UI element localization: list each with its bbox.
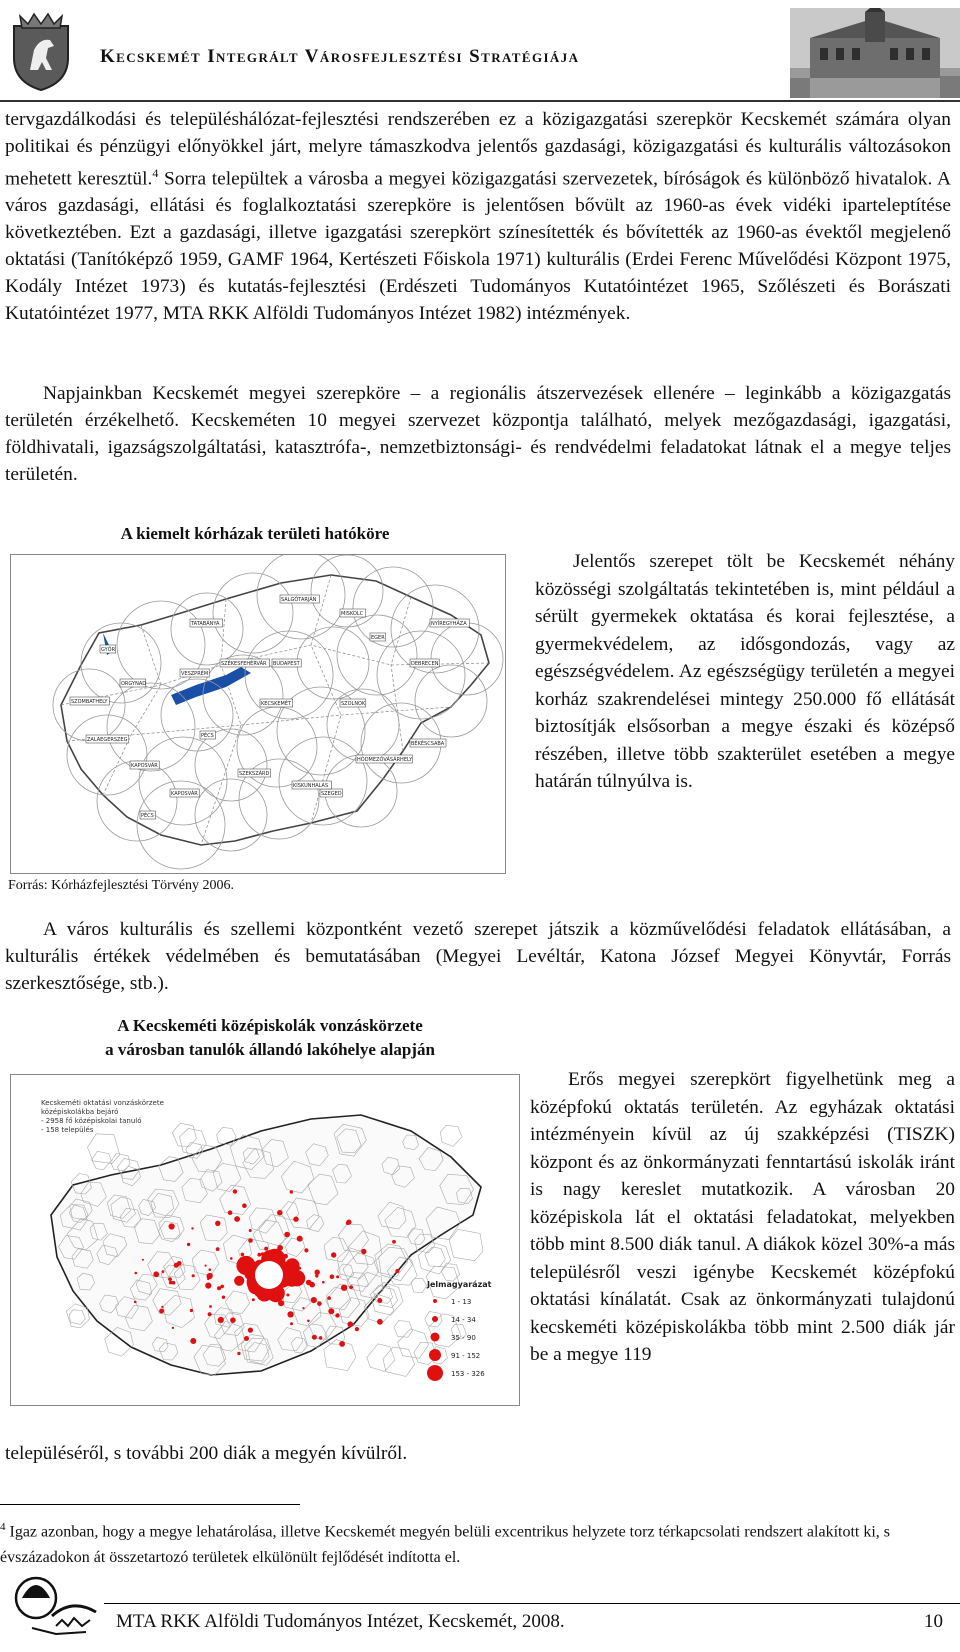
map-note	[41, 1099, 164, 1134]
city-label: GYŐR	[101, 647, 116, 653]
origin-dot	[222, 1296, 225, 1299]
coverage-circle	[213, 573, 293, 653]
origin-dot	[317, 1301, 322, 1306]
coverage-circle	[195, 779, 267, 851]
origin-dot	[172, 1281, 176, 1285]
map-note-line: Kecskeméti oktatási vonzáskörzete	[41, 1099, 164, 1107]
settlement-border	[92, 1151, 112, 1170]
origin-dot	[261, 1252, 265, 1256]
origin-dot	[395, 1269, 399, 1273]
origin-dot	[134, 1301, 137, 1304]
paragraph-3	[5, 916, 951, 997]
origin-dot	[355, 1327, 359, 1331]
origin-dot	[315, 1274, 318, 1277]
city-label: KISKUNHALAS	[293, 783, 329, 789]
origin-dot	[347, 1321, 353, 1327]
origin-dot	[209, 1305, 212, 1308]
origin-dot	[377, 1298, 382, 1303]
origin-dot	[220, 1285, 224, 1289]
origin-dot	[277, 1245, 283, 1251]
footer-divider	[104, 1603, 960, 1604]
city-label: SZEKSZÁRD	[239, 771, 270, 777]
city-label: ZALAEGERSZEG	[87, 737, 128, 743]
county-borders	[61, 575, 489, 845]
origin-dot	[209, 1273, 213, 1277]
city-label: PÉCS	[201, 733, 214, 739]
origin-dot	[142, 1259, 144, 1261]
city-label: ORGYNAD	[121, 681, 147, 687]
city-label: BUDAPEST	[273, 661, 300, 667]
origin-dot	[230, 1257, 233, 1260]
hospital-coverage-map	[10, 554, 506, 874]
city-label: PÉCS	[141, 813, 154, 819]
settlement-border	[398, 1329, 429, 1359]
origin-dot	[330, 1274, 335, 1279]
origin-dot	[218, 1317, 224, 1323]
origin-dot	[331, 1252, 336, 1257]
city-label: HÓDMEZŐVÁSÁRHELY	[357, 757, 413, 763]
origin-dot	[248, 1328, 253, 1333]
origin-dot	[261, 1296, 263, 1298]
origin-dot	[311, 1297, 317, 1303]
origin-dot	[377, 1319, 383, 1325]
city-label: SZÉKESFEHÉRVÁR	[221, 661, 267, 667]
legend-label: 91 - 152	[451, 1352, 481, 1360]
origin-dot	[335, 1313, 339, 1317]
figure-2-caption-line-1: A Kecskeméti középiskolák vonzáskörzete	[117, 1016, 423, 1035]
origin-dot	[230, 1317, 236, 1323]
paragraph-2	[5, 380, 951, 488]
coverage-circle	[297, 627, 369, 699]
origin-dot	[322, 1281, 325, 1284]
origin-dot	[169, 1223, 175, 1229]
origin-dot	[242, 1203, 247, 1208]
city-label: EGER	[371, 635, 385, 641]
origin-dot	[319, 1336, 323, 1340]
city-label: NYÍREGYHÁZA	[431, 621, 467, 627]
origin-dot	[205, 1283, 211, 1289]
institute-logo	[12, 1568, 102, 1644]
figure-2-caption-line-2: a városban tanulók állandó lakóhelye alapján	[105, 1040, 435, 1059]
origin-dot	[341, 1285, 347, 1291]
settlement-border	[411, 1279, 427, 1293]
legend-title: Jelmagyarázat	[427, 1280, 492, 1289]
settlement-border	[367, 1344, 395, 1372]
legend-dot	[429, 1349, 441, 1361]
city-label: MISKOLC	[341, 611, 364, 617]
paragraph-1-text-b: Sorra települtek a városba a megyei közigazgatási szervezetek, bíróságok és különböző hivatalok. A város gazdasági, ellátási és foglalkoztatási szerepköre is jelentősen bővült az 1960-as évek vidéki iparteleptítése következtében. Ezt a gazdasági, illetve igazgatási szerepkört színesítették és bővítették az 1960-as évektől megjelenő oktatási (Tanítóképző 1959, GAMF 1964, Kertészeti Főiskola 1971) kulturális (Erdei Ferenc Művelődési Központ 1975, Kodály Intézet 1973) és kutatás-fejlesztési (Erdészeti Tudományos Kutatóintézet 1965, Szőlészeti és Borászati Kutatóintézet 1977, MTA RKK Alföldi Tudományos Intézet 1982) intézmények.	[5, 168, 951, 325]
settlement-border	[111, 1153, 130, 1171]
origin-dot	[168, 1277, 172, 1281]
footnote-reference[interactable]: 4	[152, 166, 159, 180]
legend-label: 1 - 13	[451, 1298, 472, 1306]
origin-dot	[293, 1217, 298, 1222]
origin-dot	[302, 1307, 304, 1309]
figure-1-caption: A kiemelt kórházak területi hatóköre	[120, 524, 390, 543]
settlement-border	[383, 1347, 415, 1376]
origin-dot	[215, 1221, 220, 1226]
origin-dot	[217, 1286, 221, 1290]
origin-dot	[161, 1306, 163, 1308]
footnote-number: 4	[0, 1521, 6, 1533]
figure-2-caption	[10, 1014, 530, 1062]
figure-1-source: Forrás: Kórházfejlesztési Törvény 2006.	[8, 878, 235, 893]
paragraph-4-tail-text: településéről, s további 200 diák a megyén kívülről.	[5, 1443, 408, 1464]
school-catchment-map	[10, 1074, 520, 1406]
origin-dot	[277, 1210, 283, 1216]
paragraph-1-text-a: tervgazdálkodási és településhálózat-fejlesztési rendszerében ez a közigazgatási szerepkör Kecskemét számára olyan politikai és pénzügyi előnyökkel járt, melyre támaszkodva jelentős gazdasági, közigazgatási és kulturális változásokon mehetett keresztül.	[5, 109, 951, 190]
origin-dot	[240, 1261, 242, 1263]
settlement-border	[394, 1321, 413, 1338]
origin-dot	[339, 1341, 345, 1347]
origin-dot	[281, 1254, 286, 1259]
origin-dot	[349, 1285, 353, 1289]
coverage-circle	[195, 729, 267, 801]
settlement-border	[88, 1134, 120, 1164]
origin-dot	[312, 1335, 317, 1340]
legend-dot	[433, 1299, 437, 1303]
origin-dot	[327, 1296, 331, 1300]
legend-dot	[431, 1333, 440, 1342]
origin-dot	[346, 1220, 351, 1225]
origin-dot	[249, 1229, 252, 1232]
origin-dot	[174, 1263, 179, 1268]
city-label: BÉKÉSCSABA	[411, 741, 445, 747]
origin-dot	[162, 1270, 165, 1273]
paragraph-4-tail	[5, 1440, 605, 1467]
city-label: KECSKEMÉT	[261, 701, 292, 707]
coverage-circle	[415, 665, 487, 737]
origin-dot	[192, 1274, 195, 1277]
coat-of-arms-logo	[10, 12, 72, 92]
origin-dot	[172, 1327, 174, 1329]
origin-dot	[205, 1265, 207, 1267]
settlement-border	[425, 1247, 446, 1266]
footnote-divider	[0, 1504, 300, 1505]
paragraph-3-text: A város kulturális és szellemi központként vezető szerepet játszik a közművelődési feladatok ellátásában, a kulturális értékek védelmében és bemutatásában (Megyei Levéltár, Katona József Megyei Könyvtár, Forrás szerkesztősége, stb.).	[5, 919, 951, 994]
figure-2-side-text	[530, 1066, 955, 1369]
origin-dot	[248, 1238, 253, 1243]
origin-dot	[361, 1249, 366, 1254]
origin-dot	[392, 1240, 396, 1244]
page-number: 10	[924, 1611, 943, 1632]
kecskemet-marker	[255, 1261, 283, 1289]
coverage-circle	[171, 593, 243, 665]
origin-dot	[153, 1271, 159, 1277]
paragraph-2-text: Napjainkban Kecskemét megyei szerepköre – a regionális átszervezések ellenére – leginkább a közigazgatás területén érzékelhető. Kecskeméten 10 megyei szervezet központja található, melyek mezőgazdasági, igazgatási, földhivatali, igazságszolgáltatási, katasztrófa-, nemzetbiztonsági- és rendvédelmi feladatokat látnak el a megye teljes területén.	[5, 383, 951, 485]
settlement-border	[449, 1229, 483, 1260]
city-label: SZOMBATHELY	[71, 699, 108, 705]
map-note-line: - 158 település	[41, 1126, 94, 1134]
origin-dot	[336, 1275, 339, 1278]
origin-dot	[237, 1352, 240, 1355]
origin-dot	[208, 1312, 212, 1316]
origin-dot	[216, 1247, 220, 1251]
origin-dot	[287, 1311, 293, 1317]
footnote	[0, 1514, 955, 1571]
city-label: SALGÓTARJÁN	[281, 597, 317, 603]
document-header-title: Kecskemét Integrált Városfejlesztési Stratégiája	[100, 46, 580, 67]
town-hall-photo	[790, 8, 960, 98]
settlement-border	[441, 1264, 459, 1282]
origin-dot	[264, 1247, 268, 1251]
city-label: KAPOSVÁR	[171, 791, 198, 797]
legend-dot	[432, 1316, 438, 1322]
legend-label: 153 - 326	[451, 1370, 485, 1378]
city-label: TATABÁNYA	[191, 621, 220, 627]
header-divider	[0, 100, 960, 102]
origin-dot	[304, 1248, 308, 1252]
origin-dot	[307, 1320, 310, 1323]
origin-dot	[297, 1236, 303, 1242]
figure-1-side-text	[535, 548, 955, 796]
origin-dot	[135, 1272, 138, 1275]
origin-dot	[315, 1270, 320, 1275]
origin-dot	[228, 1210, 233, 1215]
origin-dot	[286, 1294, 289, 1297]
origin-dot	[159, 1309, 164, 1314]
city-label: SZOLNOK	[341, 701, 366, 707]
settlement-border	[440, 1125, 462, 1146]
city-labels	[70, 595, 469, 819]
side-text-education: Erős megyei szerepkört figyelhetünk meg a középfokú oktatás területén. Az egyházak oktatási intézményein kívül az új szakképzési (TISZK) központ és az önkormányzati fenntartású iskolák iránt is nagy kereslet mutatkozik. A városban 20 középiskola lát el oktatási feladatokat, melyekben több mint 8.500 diák tanul. A diákok közel 30%-a más településről veszi igénybe Kecskemét középfokú oktatási kínálatát. Csak az önkormányzati tulajdonú kecskeméti középiskolákba több mint 2.500 diák jár be a megye 119	[530, 1069, 955, 1365]
footer-institution: MTA RKK Alföldi Tudományos Intézet, Kecskemét, 2008.	[116, 1611, 565, 1632]
origin-dot	[290, 1322, 293, 1325]
map-note-line: - 2958 fő középiskolai tanuló	[41, 1117, 142, 1125]
origin-dot	[209, 1268, 212, 1271]
city-label: SZEGED	[321, 791, 342, 797]
origin-dot	[252, 1298, 255, 1301]
origin-dot	[191, 1227, 193, 1229]
footnote-text: Igaz azonban, hogy a megye lehatárolása, illetve Kecskemét megyén belüli excentrikus helyzete torz térkapcsolati rendszert alakított ki, s évszázadokon át összetartozó területek elkülönült fejlődését indította el.	[0, 1523, 891, 1567]
origin-dot	[257, 1253, 261, 1257]
origin-dot	[190, 1309, 193, 1312]
legend-label: 35 - 90	[451, 1334, 476, 1342]
origin-dot	[285, 1258, 300, 1273]
legend-dot	[427, 1365, 443, 1381]
origin-dot	[233, 1189, 237, 1193]
origin-dot	[290, 1190, 293, 1193]
origin-dot	[234, 1216, 240, 1222]
city-label: DEBRECEN	[411, 661, 439, 667]
map-note-line: középiskolákba bejáró	[41, 1108, 119, 1116]
paragraph-1	[5, 106, 951, 327]
legend-label: 14 - 34	[451, 1316, 476, 1324]
city-label: VESZPRÉM	[181, 671, 209, 677]
coverage-circles	[53, 555, 503, 869]
origin-dot	[241, 1253, 245, 1257]
side-text-healthcare: Jelentős szerepet tölt be Kecskemét néhány közösségi szolgáltatás tekintetében is, mint például a sérült gyermekek oktatása és korai fejlesztése, a gyermekvédelem, az idősgondozás, vagy az egészségvédelem. Az egészségügy területén a megyei korház szakrendelései mintegy 250.000 fő ellátását biztosítják elsősorban a megye északi és középső részében, illetve több szakterület esetében a megye határán túlnyúlva is.	[535, 551, 955, 792]
origin-dot	[309, 1282, 315, 1288]
origin-dot	[328, 1308, 334, 1314]
origin-dot	[190, 1338, 196, 1344]
origin-dot	[207, 1278, 209, 1280]
city-label: KAPOSVÁR	[131, 763, 158, 769]
origin-dot	[187, 1243, 190, 1246]
origin-dot	[234, 1276, 244, 1286]
origin-dot	[284, 1232, 290, 1238]
origin-dot	[244, 1336, 249, 1341]
settlement-border	[69, 1310, 85, 1325]
